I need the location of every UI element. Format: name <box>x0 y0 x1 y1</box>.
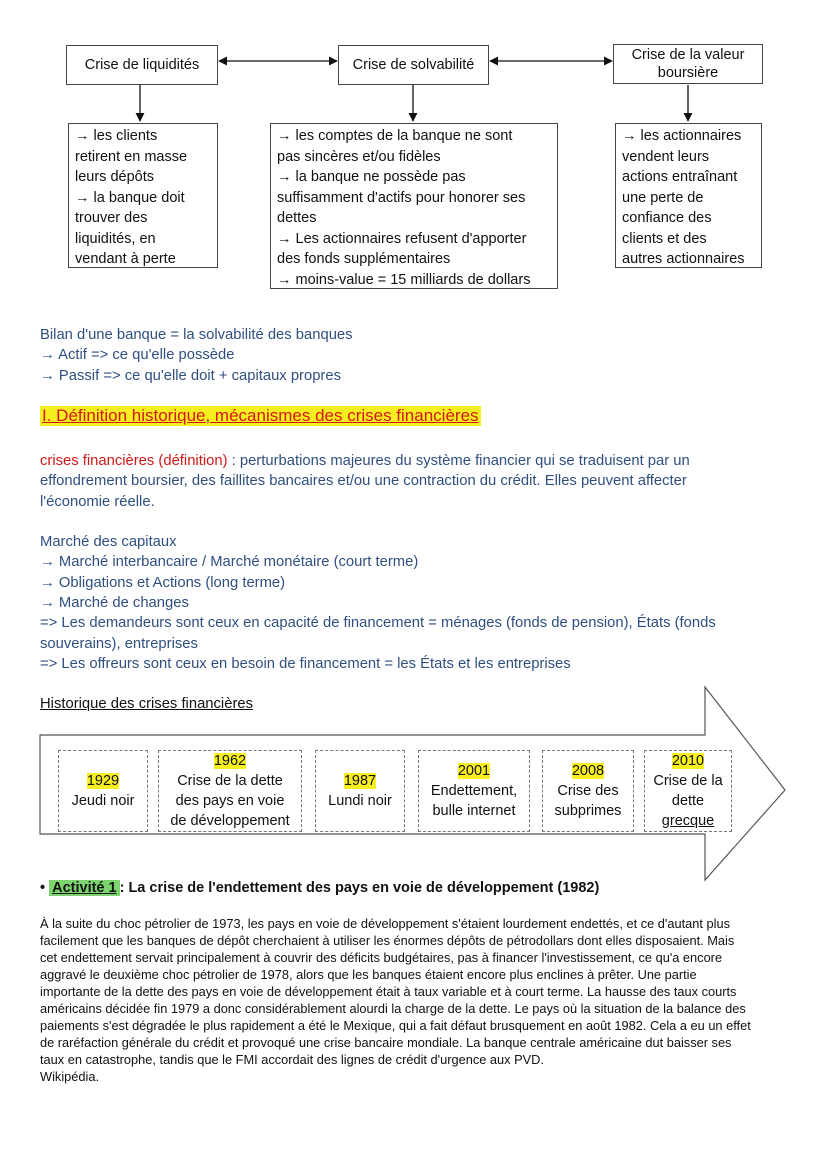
timeline-year: 2001 <box>457 763 491 779</box>
marche-line-4: => Les demandeurs sont ceux en capacité de financement = ménages (fonds de pension), États (fonds <box>40 615 716 631</box>
box-valeur-boursiere: → les actionnaires vendent leurs actions entraînant une perte de confiance des clients et des autres actionnaires <box>615 123 762 268</box>
timeline-item-1929: 1929 Jeudi noir <box>58 750 148 832</box>
header-liquidites: Crise de liquidités <box>66 45 218 85</box>
marche-line-6: => Les offreurs sont ceux en besoin de financement = les États et les entreprises <box>40 656 571 672</box>
timeline-item-1987: 1987 Lundi noir <box>315 750 405 832</box>
header-valeur-boursiere: Crise de la valeur boursière <box>613 44 763 84</box>
bilan-line-3: → Passif => ce qu'elle doit + capitaux propres <box>40 368 341 384</box>
box-solvabilite: → les comptes de la banque ne sont pas sincères et/ou fidèles → la banque ne possède pas suffisamment d'actifs pour honorer ses dettes → Les actionnaires refusent d'apporter des fonds supplémentaires → moins-value = 15 milliards de dollars <box>270 123 558 289</box>
definition-text: : perturbations majeures du système financier qui se traduisent par un <box>227 453 690 469</box>
marche-line-3: → Marché de changes <box>40 595 189 611</box>
bilan-line-2: → Actif => ce qu'elle possède <box>40 347 235 363</box>
activite-paragraph: À la suite du choc pétrolier de 1973, les pays en voie de développement s'étaient lourdement endettés, et ce d'autant plus facilement que les banques de dépôt cherchaient à utiliser les énormes dépôts de pétrodollars dont elles disposaient. Mais cet endettement servait principalement à couvrir des déficits budgétaires, pas à financer l'investissement, ce qu'a encore aggravé le deuxième choc pétrolier de 1978, alors que les banques étaient encore plus enclines à prêter. Une partie importante de la dette des pays en voie de développement était à taux variable et à court terme. La hausse des taux courts américains décidée fin 1979 a donc considérablement alourdi la charge de la dette. Le pays où la situation de la balance des paiements s'est dégradée le plus rapidement a été le Mexique, qui a fait défaut brusquement en août 1982. Cela a eu un effet de raréfaction générale du crédit et provoqué une crise bancaire mondiale. La banque centrale américaine dut baisser ses taux en catastrophe, tandis que le FMI accordait des lignes de crédit d'urgence aux PVD. Wikipédia. <box>40 915 792 1085</box>
timeline-item-2008: 2008 Crise des subprimes <box>542 750 634 832</box>
definition-line-3: l'économie réelle. <box>40 494 155 510</box>
timeline-item-1962: 1962 Crise de la dette des pays en voie de développement <box>158 750 302 832</box>
bilan-line-1: Bilan d'une banque = la solvabilité des banques <box>40 327 353 343</box>
section-title: I. Définition historique, mécanismes des crises financières <box>42 406 479 425</box>
header-solvabilite: Crise de solvabilité <box>338 45 489 85</box>
marche-title: Marché des capitaux <box>40 534 177 550</box>
timeline-year: 2010 <box>671 753 705 769</box>
definition-line-1 <box>40 451 690 472</box>
source: Wikipédia. <box>40 1069 100 1084</box>
timeline-item-2001: 2001 Endettement, bulle internet <box>418 750 530 832</box>
marche-line-2: → Obligations et Actions (long terme) <box>40 575 286 591</box>
definition-term: crises financières (définition) <box>40 453 228 469</box>
timeline-year: 1929 <box>86 773 120 789</box>
definition-line-2: effondrement boursier, des faillites bancaires et/ou une contraction du crédit. Elles peuvent affecter <box>40 473 687 489</box>
timeline-year: 1962 <box>213 753 247 769</box>
activite-label: Activité 1 <box>49 880 119 896</box>
historique-title: Historique des crises financières <box>40 696 254 712</box>
timeline-year: 1987 <box>343 773 377 789</box>
timeline-item-2010: 2010 Crise de la dette grecque <box>644 750 732 832</box>
box-liquidites: → les clients retirent en masse leurs dépôts → la banque doit trouver des liquidités, en vendant à perte <box>68 123 218 268</box>
timeline-year: 2008 <box>571 763 605 779</box>
bullet-icon: • <box>40 880 46 896</box>
marche-line-1: → Marché interbancaire / Marché monétaire (court terme) <box>40 554 419 570</box>
marche-line-5: souverains), entreprises <box>40 636 198 652</box>
activite-heading <box>40 878 599 899</box>
activite-title: : La crise de l'endettement des pays en voie de développement (1982) <box>119 880 600 896</box>
